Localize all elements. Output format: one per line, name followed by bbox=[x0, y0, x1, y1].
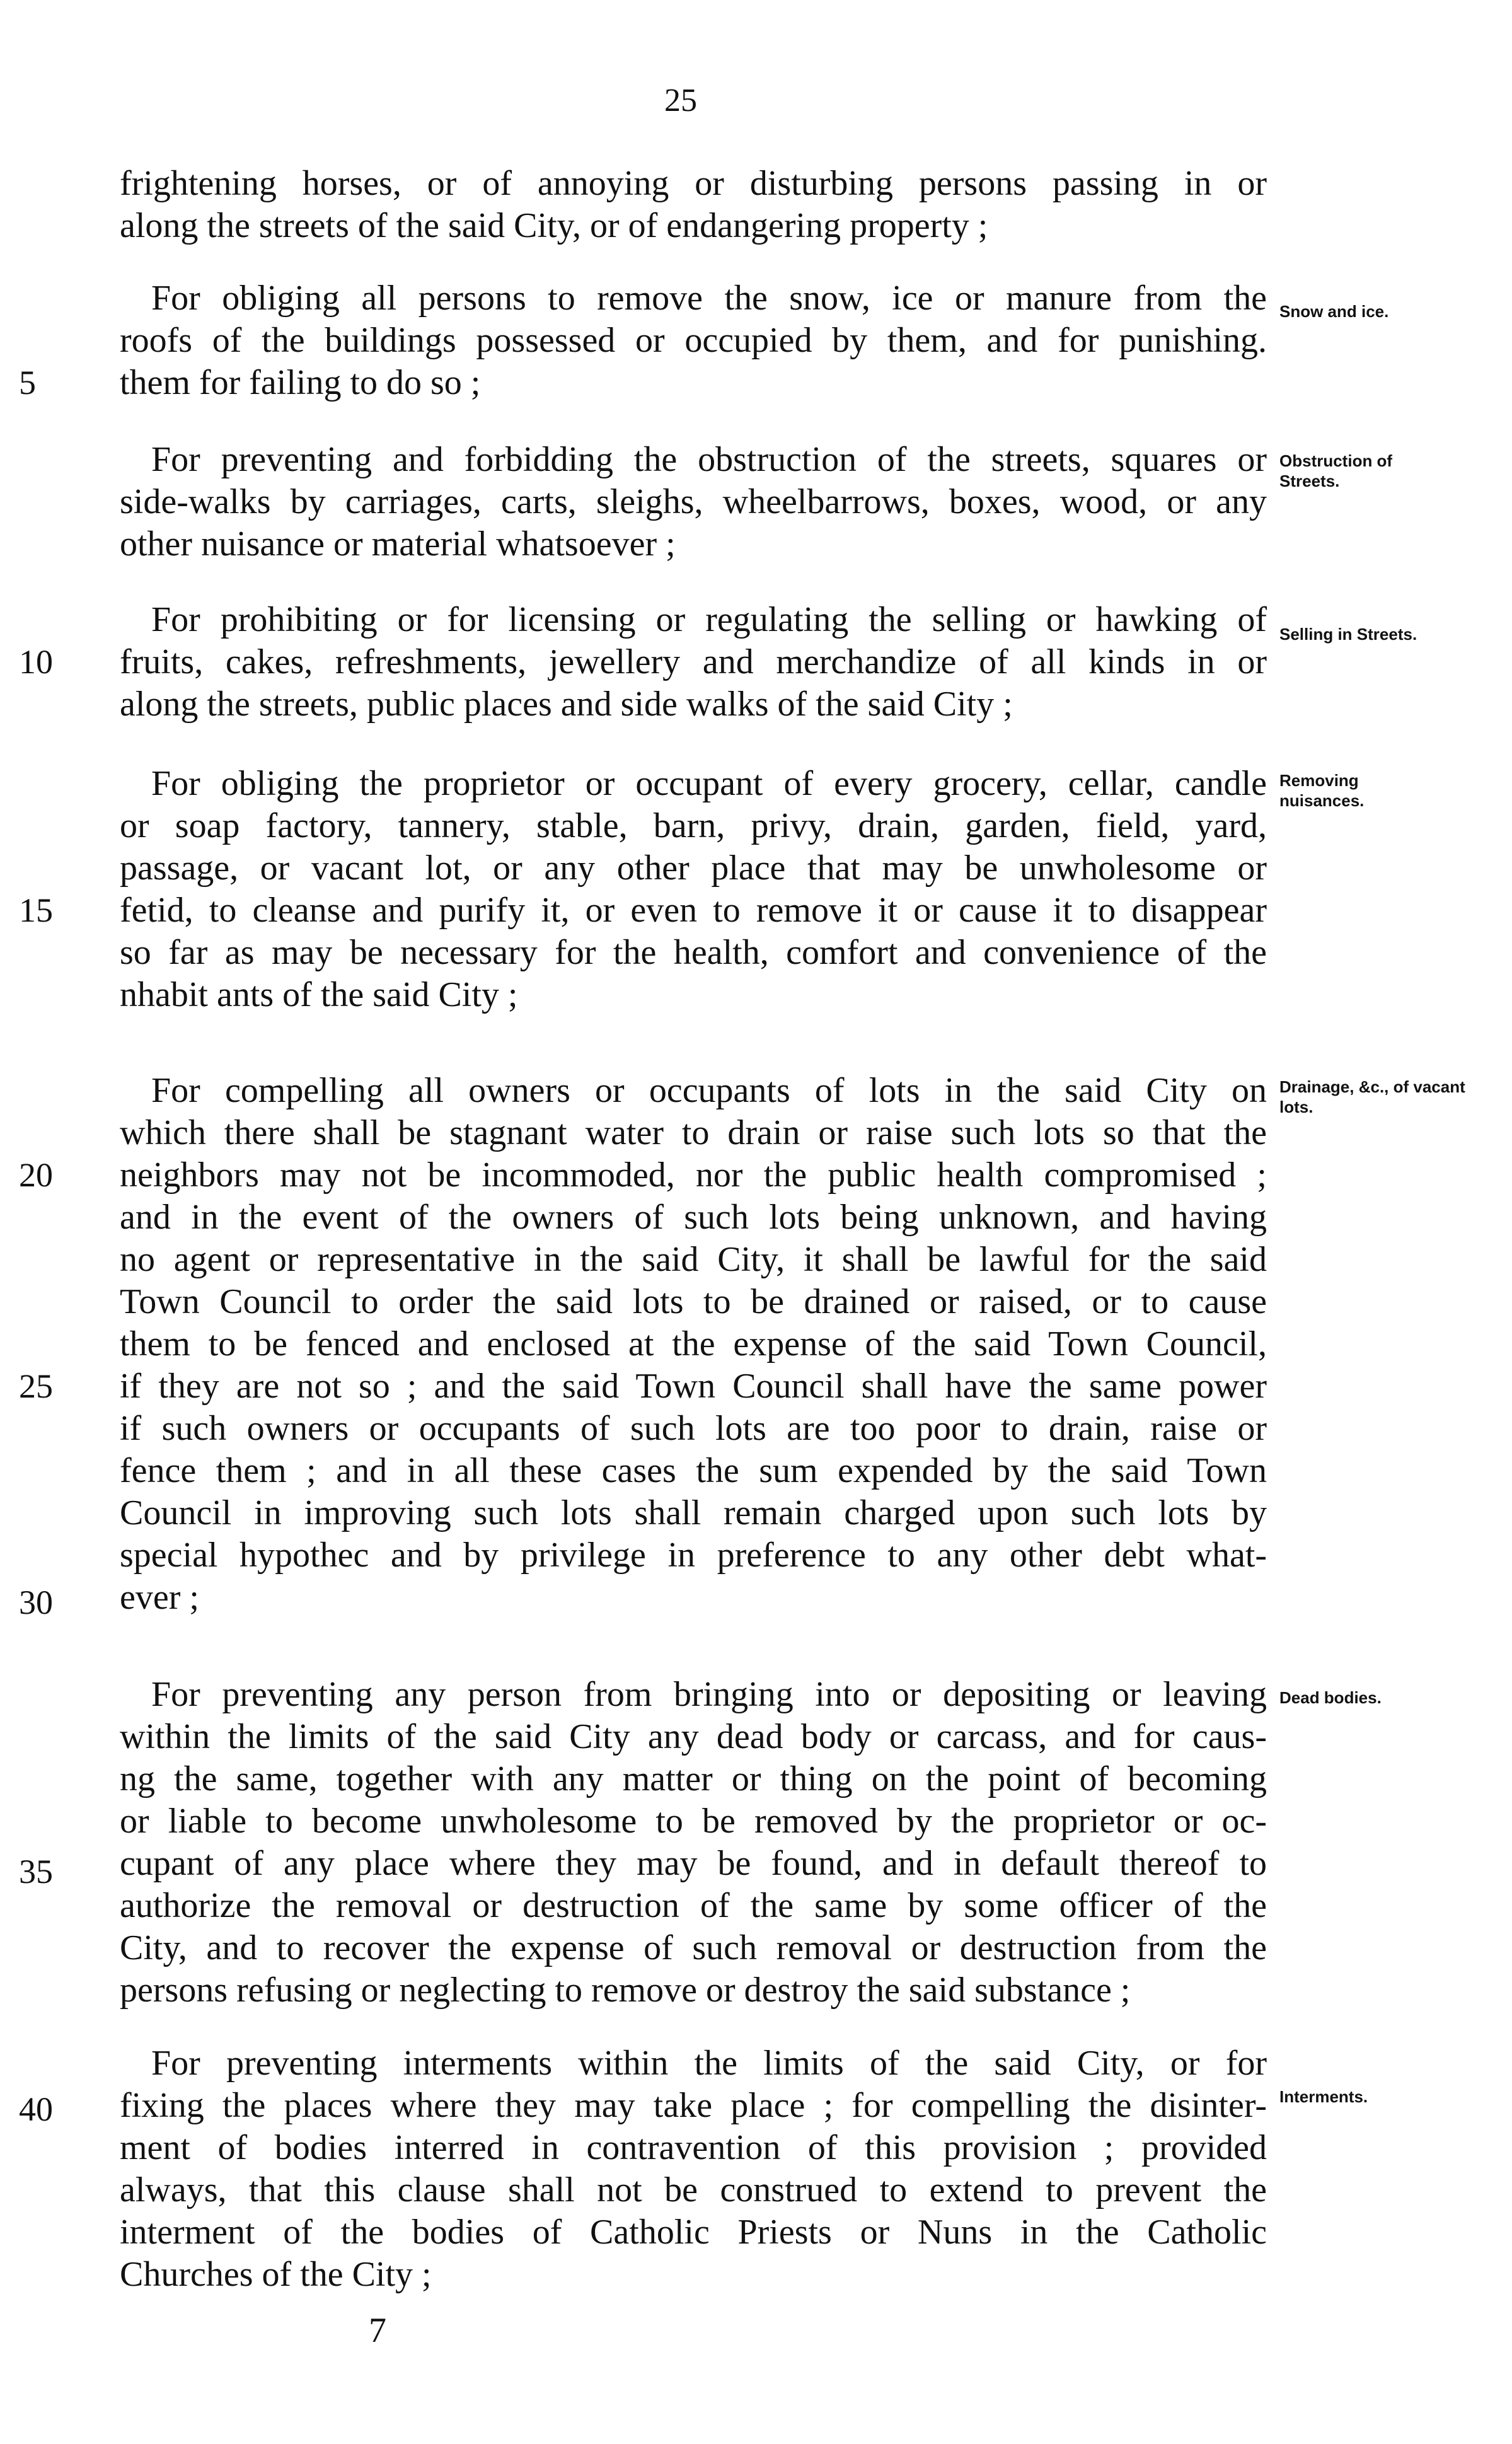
line-number: 20 bbox=[19, 1156, 53, 1194]
margin-note-drainage: Drainage, &c., of vacant lots. bbox=[1279, 1077, 1465, 1116]
text-line: Churches of the City ; bbox=[120, 2255, 432, 2294]
paragraph-drainage bbox=[120, 1070, 1267, 1619]
margin-note-snow-and-ice: Snow and ice. bbox=[1279, 302, 1389, 321]
text-line: interment of the bodies of Catholic Priests or Nuns in the Catholic bbox=[120, 2213, 1267, 2252]
text-line: ng the same, together with any matter or thing on the point of becoming bbox=[120, 1759, 1267, 1798]
text-line: them for failing to do so ; bbox=[120, 363, 481, 402]
text-line: special hypothec and by privilege in preference to any other debt what- bbox=[120, 1536, 1267, 1575]
paragraph-nuisances bbox=[120, 763, 1267, 1016]
paragraph-obstruction bbox=[120, 439, 1267, 565]
margin-note-interments: Interments. bbox=[1279, 2087, 1368, 2106]
text-line: City, and to recover the expense of such removal or destruction from the bbox=[120, 1928, 1267, 1967]
text-line: fence them ; and in all these cases the sum expended by the said Town bbox=[120, 1451, 1267, 1490]
text-line: always, that this clause shall not be construed to extend to prevent the bbox=[120, 2170, 1267, 2209]
line-number: 35 bbox=[19, 1853, 53, 1891]
text-line: authorize the removal or destruction of the same by some officer of the bbox=[120, 1886, 1267, 1925]
text-line: nhabit ants of the said City ; bbox=[120, 975, 518, 1014]
text-line: neighbors may not be incommoded, nor the public health compromised ; bbox=[120, 1155, 1267, 1195]
margin-note-dead-bodies: Dead bodies. bbox=[1279, 1688, 1382, 1707]
margin-note-selling: Selling in Streets. bbox=[1279, 625, 1417, 644]
text-line: or liable to become unwholesome to be removed by the proprietor or oc- bbox=[120, 1802, 1267, 1841]
line-number: 15 bbox=[19, 891, 53, 929]
text-line: ment of bodies interred in contravention of this provision ; provided bbox=[120, 2128, 1267, 2167]
text-line: passage, or vacant lot, or any other place that may be unwholesome or bbox=[120, 848, 1267, 888]
text-line: side-walks by carriages, carts, sleighs, wheelbarrows, boxes, wood, or any bbox=[120, 482, 1267, 521]
text-line: along the streets, public places and side walks of the said City ; bbox=[120, 685, 1013, 724]
text-line: within the limits of the said City any dead body or carcass, and for caus- bbox=[120, 1717, 1267, 1756]
line-number: 5 bbox=[19, 364, 36, 402]
text-line: along the streets of the said City, or of endangering property ; bbox=[120, 206, 988, 245]
text-line: and in the event of the owners of such lots being unknown, and having bbox=[120, 1198, 1267, 1237]
line-number: 25 bbox=[19, 1367, 53, 1405]
text-line: if such owners or occupants of such lots are too poor to drain, raise or bbox=[120, 1409, 1267, 1448]
text-line: For preventing and forbidding the obstruction of the streets, squares or bbox=[151, 440, 1267, 479]
page-number: 25 bbox=[664, 83, 697, 119]
text-line: For obliging all persons to remove the snow, ice or manure from the bbox=[151, 279, 1267, 318]
line-number: 30 bbox=[19, 1584, 53, 1621]
text-line: For preventing interments within the limits of the said City, or for bbox=[151, 2044, 1267, 2083]
text-line: if they are not so ; and the said Town Council shall have the same power bbox=[120, 1367, 1267, 1406]
paragraph-snow-and-ice bbox=[120, 277, 1267, 404]
text-line: ever ; bbox=[120, 1578, 199, 1617]
text-line: For prohibiting or for licensing or regulating the selling or hawking of bbox=[151, 600, 1267, 639]
text-line: or soap factory, tannery, stable, barn, privy, drain, garden, field, yard, bbox=[120, 806, 1267, 845]
text-line: frightening horses, or of annoying or disturbing persons passing in or bbox=[120, 164, 1267, 203]
text-line: no agent or representative in the said City, it shall be lawful for the said bbox=[120, 1240, 1267, 1279]
text-line: Town Council to order the said lots to be drained or raised, or to cause bbox=[120, 1282, 1267, 1321]
line-number: 10 bbox=[19, 643, 53, 681]
text-line: them to be fenced and enclosed at the expense of the said Town Council, bbox=[120, 1324, 1267, 1364]
text-line: fetid, to cleanse and purify it, or even to remove it or cause it to disappear bbox=[120, 891, 1267, 930]
signature-mark: 7 bbox=[369, 2311, 386, 2350]
text-line: so far as may be necessary for the health, comfort and convenience of the bbox=[120, 933, 1267, 972]
text-line: For compelling all owners or occupants of lots in the said City on bbox=[151, 1071, 1267, 1110]
text-line: Council in improving such lots shall remain charged upon such lots by bbox=[120, 1493, 1267, 1532]
text-line: For obliging the proprietor or occupant of every grocery, cellar, candle bbox=[151, 764, 1267, 803]
paragraph-interments bbox=[120, 2042, 1267, 2296]
text-line: For preventing any person from bringing into or depositing or leaving bbox=[151, 1675, 1267, 1714]
text-line: fruits, cakes, refreshments, jewellery and merchandize of all kinds in or bbox=[120, 642, 1267, 681]
text-line: roofs of the buildings possessed or occupied by them, and for punishing. bbox=[120, 321, 1267, 360]
margin-note-nuisances: Removing nuisances. bbox=[1279, 771, 1365, 810]
margin-note-obstruction: Obstruction of Streets. bbox=[1279, 451, 1393, 490]
paragraph-selling bbox=[120, 599, 1267, 726]
text-line: fixing the places where they may take place ; for compelling the disinter- bbox=[120, 2086, 1267, 2125]
text-line: which there shall be stagnant water to drain or raise such lots so that the bbox=[120, 1113, 1267, 1152]
text-line: cupant of any place where they may be found, and in default thereof to bbox=[120, 1844, 1267, 1883]
text-line: other nuisance or material whatsoever ; bbox=[120, 524, 676, 564]
text-line: persons refusing or neglecting to remove or destroy the said substance ; bbox=[120, 1971, 1131, 2010]
paragraph-dead-bodies bbox=[120, 1674, 1267, 2012]
line-number: 40 bbox=[19, 2090, 53, 2128]
paragraph-continuation bbox=[120, 163, 1267, 247]
